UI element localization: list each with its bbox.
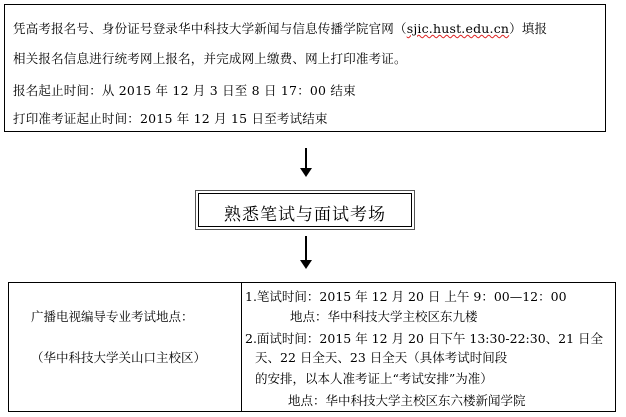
interview-time-line-2: 天、22 日全天、23 日全天（具体考试时间段 — [255, 350, 508, 365]
registration-instruction-text: 凭高考报名号、身份证号登录华中科技大学新闻与信息传播学院官网（ — [13, 21, 407, 36]
exam-location-label: 广播电视编导专业考试地点： — [31, 309, 194, 324]
interview-time-line-3: 的安排，以本人准考证上“考试安排”为准） — [255, 371, 493, 386]
exam-venue-step-title: 熟悉笔试与面试考场 — [224, 205, 386, 225]
registration-instruction-line-2: 相关报名信息进行统考网上报名，并完成网上缴费、网上打印准考证。 — [13, 51, 407, 66]
exam-details-table — [8, 282, 616, 412]
interview-place: 地点：华中科技大学主校区东六楼新闻学院 — [288, 393, 526, 408]
interview-time-line-1: 2.面试时间：2015 年 12 月 20 日下午 13:30-22:30、21 日全 — [245, 331, 604, 346]
registration-instruction-line-1 — [13, 19, 547, 37]
exam-campus-name: （华中科技大学关山口主校区） — [31, 350, 207, 365]
down-arrow-icon — [299, 236, 313, 270]
admission-ticket-print-period: 打印准考证起止时间：2015 年 12 月 15 日至考试结束 — [13, 111, 328, 126]
registration-period: 报名起止时间：从 2015 年 12 月 3 日至 8 日 17：00 结束 — [13, 83, 356, 98]
down-arrow-icon — [299, 148, 313, 178]
registration-step-box — [4, 4, 606, 132]
written-exam-place: 地点：华中科技大学主校区东九楼 — [290, 309, 478, 324]
written-exam-time: 1.笔试时间：2015 年 12 月 20 日 上午 9：00—12：00 — [245, 289, 567, 304]
exam-venue-step-box — [198, 193, 412, 227]
college-website-link[interactable]: sjic.hust.edu.cn — [406, 21, 510, 36]
table-divider — [241, 283, 242, 411]
registration-instruction-suffix: ）填报 — [509, 21, 548, 36]
